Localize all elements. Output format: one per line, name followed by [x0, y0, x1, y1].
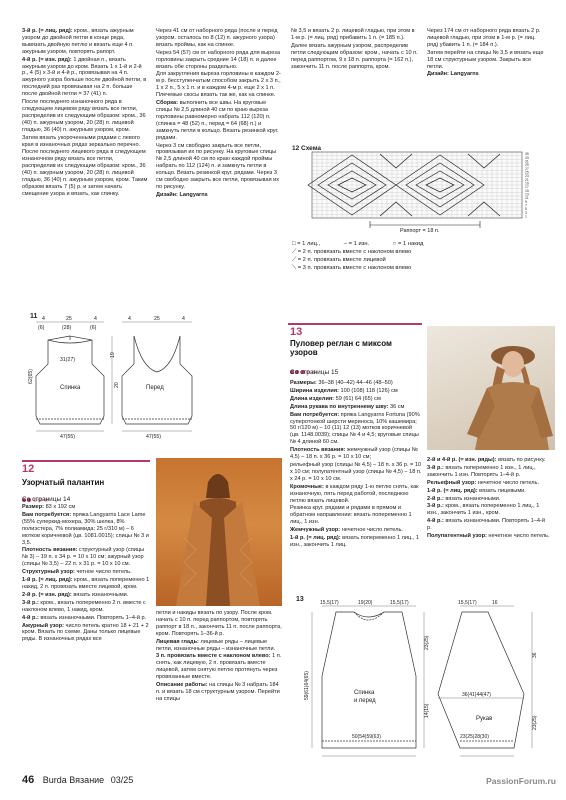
col4-p1: Через 174 см от наборного ряда вязать 2 р. лицевой гладью, при этом в 1-м р. (= лиц. ряд) убавить 1 п. (= 184 п.).	[427, 28, 541, 48]
s12a-p3: Плотность вязания: структурный узор (спицы № 3) – 19 п. x 34 р. = 10 x 10 см; ажурный узор (спицы № 3,5) – 22 п. x 31 р. = 10 x 10 см.	[22, 547, 145, 568]
chart-row-number: 3	[525, 210, 527, 215]
d13-side-a: 23(25)	[424, 635, 430, 650]
chart-repeat-label: Раппорт = 18 п.	[400, 228, 440, 234]
d13-sleeve-side: 36	[532, 652, 538, 658]
col1-p1: 3-й р. (= лиц. ряд): кром., вязать ажурным узором до двойной петли в конце ряда, вывязать двойную петлю и вязать еще 4 п. ажурным узором, повторять рапорт.	[22, 28, 134, 55]
chart-row-number: 29	[525, 163, 529, 168]
s13b-p5: 2-й р.: вязать изнаночными.	[427, 495, 501, 502]
d11-bottom: 47(55)	[60, 434, 75, 440]
chart-row-number: 25	[525, 170, 529, 175]
d11-topsub-3: (6)	[90, 325, 97, 331]
footer	[22, 774, 133, 786]
chart-row-number: 31	[525, 159, 529, 164]
s13b-p2: 3-й р.: вязать попеременно 1 изн., 1 лиц., закончить 1 изн. Повторять 1–4-й р.	[427, 464, 536, 478]
col1-text	[22, 28, 148, 199]
diagram13-number: 13	[296, 596, 304, 603]
page-number: 46	[22, 774, 35, 786]
s13b-p1: 2-й и 4-й р. (= изн. ряды): вязать по рисунку.	[427, 457, 546, 463]
col3-p1: № 3,5 и вязать 2 р. лицевой гладью, при этом в 1-м р. (= лиц. ряд) прибавить 1 п. (= 185 п.).	[291, 28, 415, 41]
sec12-from: Со страницы 14	[22, 496, 71, 503]
col3-p2: Далее вязать ажурным узором, распределив петли следующим образом: кром., начать с 10 п. перед раппортом, 9 х 18 п. раппорта (= 162 п.), закончить 11 п. после раппорта, кром.	[291, 42, 418, 70]
s13a-p4: Длина рукава по внутреннему шву: 36 см	[290, 403, 405, 410]
s13a-p10: Жемчужный узор: нечетное число петель.	[290, 527, 403, 534]
sec13-number: 13	[290, 326, 303, 338]
d13-top-3: 15,5(17)	[390, 600, 409, 606]
s12a-p5: 1-й р. (= лиц. ряд): кром., вязать попеременно 1 накид, 2 п. провязать вместе лицевой, кром.	[22, 577, 150, 590]
col1-p2: 4-й р. (= изн. ряд): 1 двойная п., вязать ажурным узором до кром. Вязать 1 х 1-й и 2-й р., 4 (5) х 3-й и 4-й р., провязывая на 4 п. ажурного узора больше после двойной петли, в последний раз провязывая на 2 п. больше после двойной петли = 37 (41) п.	[22, 56, 147, 98]
chart-row-number: 5	[525, 207, 527, 212]
legend-yo-sym: ○	[392, 241, 397, 247]
sec13-col-a	[290, 380, 422, 550]
d11-side2: 20	[114, 382, 120, 388]
d13-bottom: 50(54)59(63)	[352, 734, 381, 740]
chart-legend	[292, 240, 552, 272]
col2-p2: Через 54 (57) см от наборного ряда для выреза горловины закрыть средние 14 (18) п. и далее вязать обе стороны раздельно.	[156, 49, 280, 70]
photo-pullover	[427, 326, 555, 450]
legend-k2tog-left-sym: ⟋	[292, 249, 297, 255]
d13-body-label-2: и перед	[354, 698, 376, 704]
d13-sleeve-top-2: 16	[492, 600, 498, 606]
col2-text	[156, 28, 282, 200]
chart-row-number: 33	[525, 155, 529, 160]
s12a-p7: 3-й р.: кром., вязать попеременно 2 п. вместе с наклоном влево, 1 накид, кром.	[22, 599, 146, 613]
d11-height: 62(65)	[28, 369, 34, 384]
d13-sleeve-side2: 23(25)	[532, 715, 538, 730]
col2-p1: Через 41 см от наборного ряда (после и перед узором. осталось по 8 (12) п. ажурного узора) вязать проймы, как на спинке.	[156, 28, 278, 48]
legend-knit-sym: □	[292, 241, 296, 247]
legend-yo: = 1 накид	[397, 241, 424, 247]
chart-row-number: 7	[525, 203, 527, 208]
s13a-p1: Размеры: 36–38 (40–42) 44–46 (48–50)	[290, 380, 393, 386]
d13-top-1: 15,5(17)	[320, 600, 339, 606]
d11-front-bottom: 47(55)	[146, 434, 161, 440]
sec12-col-b	[156, 610, 282, 704]
legend-purl: = 1 изн.	[348, 241, 370, 247]
d13-top-2: 19(20)	[358, 600, 373, 606]
chart-row-number: 9	[525, 199, 527, 204]
s13a-p2: Ширина изделия: 100 (108) 118 (126) см	[290, 387, 398, 394]
chart-row-number: 19	[525, 181, 529, 186]
sec13-from: Со страницы 15	[290, 369, 339, 376]
magazine-name: Burda Вязание	[42, 775, 105, 785]
d11-top-2: 25	[66, 316, 72, 322]
d13-sleeve-label: Рукав	[476, 716, 493, 722]
d11-top-3: 4	[94, 316, 97, 322]
chart-title: 12 Схема	[292, 145, 322, 152]
s13b-p6: 3-й р.: кром., вязать попеременно 1 лиц., 1 изн., закончить 1 изн., кром.	[427, 503, 540, 517]
legend-k2tog-left: = 2 п. провязать вместе с наклоном влево	[297, 249, 412, 255]
d11-top-1: 4	[42, 316, 45, 322]
s13b-p7: 4-й р.: вязать изнаночными. Повторять 1–4-й р.	[427, 518, 545, 532]
legend-k3tog: = 3 п. провязать вместе с наклоном влево	[297, 265, 412, 271]
d11-topsub-1: (6)	[38, 325, 45, 331]
s13a-p7: рельефный узор (спицы № 4,5) – 18 п. x 36 р. = 10 x 10 см; полупатентный узор (спицы № 4,5) – 18 п. x 24 р. = 10 x 10 см.	[290, 461, 422, 482]
col4-text	[427, 28, 547, 79]
d13-side-b: 14(15)	[424, 703, 430, 718]
legend-knit: = 1 лиц.,	[297, 241, 321, 247]
col4-p2: Затем перейти на спицы № 3,5 и вязать еще 18 см структурным узором. Закрыть все петли.	[427, 49, 544, 70]
d11-back-label: Спинка	[60, 385, 81, 391]
col4-design: Дизайн: Langyarns	[427, 71, 479, 78]
s13a-p3: Длина изделия: 59 (61) 64 (65) см	[290, 395, 381, 402]
s13b-p3: Рельефный узор: нечетное число петель.	[427, 479, 540, 486]
s13a-p5: Вам потребуется: пряжа Langyarns Fortuna (90% суперотонкой шерсти мериноса, 10% кашемира; 50 г/120 м) – 10 (11) 12 (13) мотков коричневой (цв. 1148.0039); спицы № 4 и 4,5; круговые спицы № 4 длиной 60 см.	[290, 411, 420, 446]
s12b-p1: петли и накиды вязать по узору. После кром. начать с 10 п. перед раппортом, повторять раппорт в 18 п., закончить 11 п. после раппорта, кром. Повторять 1–36-й р.	[156, 610, 282, 637]
legend-k3tog-sym: ⟍	[292, 265, 297, 271]
d11-front-top-3: 4	[182, 316, 185, 322]
sec12-col-a	[22, 504, 150, 644]
chart-row-number: 17	[525, 185, 529, 190]
chart-row-number: 15	[525, 188, 529, 193]
s12b-p3: 3 п. провязать вместе с наклоном влево: 1 п. снять, как лицевую, 2 п. провязать вместе лицевой, затем снятую петлю протянуть через провязанные вместе.	[156, 653, 282, 681]
legend-k2tog-sym: ⟋	[292, 257, 297, 263]
sec13-title: Пуловер реглан с миксом узоров	[290, 339, 392, 357]
d13-body-label-1: Спинка	[354, 690, 375, 696]
chart-row-number: 13	[525, 192, 529, 197]
d11-front-label: Перед	[146, 385, 164, 391]
s13b-p4: 1-й р. (= лиц. ряд): вязать лицевыми.	[427, 487, 526, 494]
chart-row-number: 11	[525, 196, 529, 201]
diagram13	[292, 598, 552, 768]
chart-row-number: 27	[525, 166, 529, 171]
s12a-p9: Ажурный узор: число петель кратно 18 + 21 + 2 кром. Вязать по схеме. Даны только лицевые ряды. В изнаночных рядах все	[22, 622, 149, 643]
chart-row-number: 21	[525, 177, 529, 182]
d11-side: 19	[110, 352, 116, 358]
photo-shawl	[156, 458, 282, 606]
s13a-p11: 1-й р. (= лиц. ряд): вязать попеременно 1 лиц., 1 изн., закончить 1 лиц.	[290, 535, 420, 548]
s12a-p2: Вам потребуется: пряжа Langyarns Lace Lame (55% суперкид-мохера, 30% шелка, 8% полиэстера, 7% полиамида; 25 г/310 м) – 6 мотков коричневой (цв. 1081.0015); спицы № 3 и 3,5.	[22, 511, 149, 546]
rule-12	[22, 460, 150, 462]
s13a-p6: Плотность вязания: жемчужный узор (спицы № 4,5) – 18 п. x 36 р. = 10 x 10 см;	[290, 447, 418, 461]
col1-p5: После последнего лицевого ряда в следующем изнаночном ряду вязать все петли, распределив их следующим образом: кром., 36 (40) п. ажурным узором, 20 (28) п. лицевой гладью, 36 (40) п. ажурным узором, кром. Таким образом вязать 7 (5) р. и затем начать смещение узора и вязать, как спинку.	[22, 149, 148, 197]
col2-p4: Сборка: выполнить все швы. На круговые спицы № 2,5 длиной 40 см по краю выреза горловины равномерно набрать 112 (120) п. (спинка = 48 (52) п., перед = 64 (68) п.) и замкнуть петли в кольцо. Вязать резинкой круг. рядами.	[156, 100, 279, 141]
rule-13	[288, 323, 422, 325]
col1-p3: После последнего изнаночного ряда в следующем лицевом ряду вязать все петли, распределив их следующим образом: кром., 36 (40) п. ажурным узором, 20 (28) п. лицевой гладью, 36 (40) п. ажурным узором, кром.	[22, 99, 146, 133]
sec12-number: 12	[22, 463, 35, 475]
legend-purl-sym: –	[343, 241, 347, 247]
s12a-p4: Структурный узор: четное число петель.	[22, 569, 132, 576]
s12b-p2: Лицевая гладь: лицевые ряды – лицевые петли, изнаночные ряды – изнаночные петли.	[156, 638, 276, 652]
d11-front-top-2: 25	[154, 316, 160, 322]
issue-number: 03/25	[110, 775, 134, 785]
s12a-p6: 2-й р. (= изн. ряд): вязать изнаночными.	[22, 591, 129, 598]
diagram11	[30, 316, 280, 444]
knitting-chart	[312, 152, 540, 234]
diagram11-number: 11	[30, 313, 38, 320]
chart-row-number: 23	[525, 174, 529, 179]
s12a-p8: 4-й р.: вязать изнаночными. Повторять 1–4-й р.	[22, 614, 147, 621]
watermark: PassionForum.ru	[486, 776, 556, 786]
sec12-title: Узорчатый палантин	[22, 478, 105, 487]
d13-sleeve-bottom: 23(25)28(30)	[460, 734, 489, 740]
d13-sleeve-width: 36(41)44(47)	[462, 692, 491, 698]
sec13-col-b	[427, 457, 551, 541]
d11-back-width: 31(27)	[60, 357, 75, 363]
d11-topsub-2: (28)	[62, 325, 72, 331]
legend-k2tog: = 2 п. провязать вместе лицевой	[297, 257, 386, 263]
d11-front-top-1: 4	[128, 316, 131, 322]
chart-row-number: 35	[525, 152, 529, 157]
col1-p4: Затем вязать укороченными рядами с левого края в изнаночных рядах зеркально перечно.	[22, 134, 141, 148]
col3-text	[291, 28, 419, 71]
d13-sleeve-top-1: 15,5(17)	[458, 600, 477, 606]
s13a-p8: Кромочные: в каждом ряду 1-ю петлю снять, как изнаночную, пять перед работой, последнюю петлю вязать лицевой.	[290, 483, 419, 504]
chart-row-number: 1	[525, 214, 527, 219]
col2-p3: Для закругления выреза горловины в каждом 2-м р. бесступенчатым способом закрыть 2 х 3 п., 1 х 2 п., 5 х 1 п. и в каждом 4-м р. еще 2 х 1 п. Плечевые скосы вязать так же, как на спинке.	[156, 71, 281, 99]
s13a-p9: Резинка круг. рядами и рядами в прямом и обратном направлении: вязать попеременно 1 лиц., 1 изн.	[290, 505, 412, 526]
s13b-p8: Полупатентный узор: нечетное число петель.	[427, 533, 550, 540]
s12a-p1: Размер: 83 x 192 см	[22, 504, 76, 510]
col2-design: Дизайн: Langyarns	[156, 191, 208, 198]
s12b-p4: Описание работы: на спицы № 3 набрать 184 п. и вязать 18 см структурным узором. Перейти на спицы	[156, 682, 280, 702]
col2-p5: Через 3 см свободно закрыть все петли, провязывая их по рисунку. На круговые спицы № 2,5 длиной 40 см по краю каждой проймы набрать по 112 (124) п. и замкнуть петли в кольцо. Вязать резинкой круг. рядами. Через 3 см свободно закрыть все петли, провязывая их по рисунку.	[156, 142, 280, 190]
d13-height: 59(61)64(65)	[304, 671, 310, 700]
